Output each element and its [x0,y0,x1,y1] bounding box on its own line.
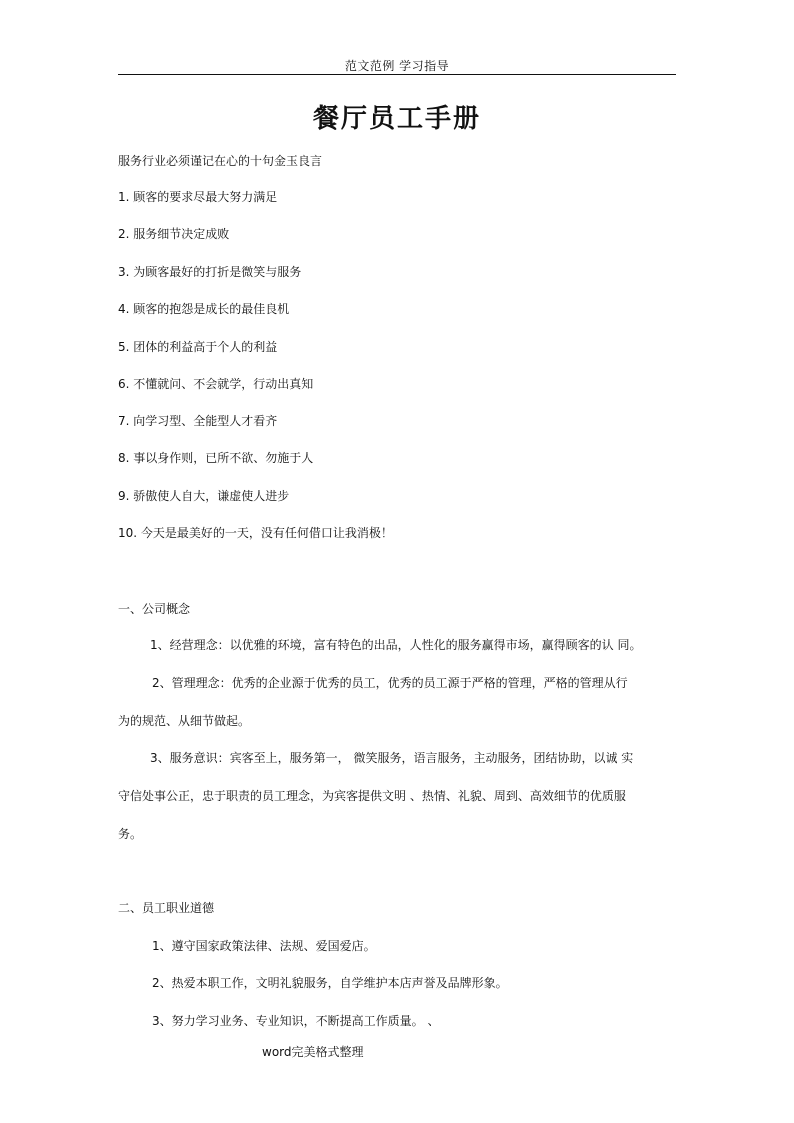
ethics-item: 1、遵守国家政策法律、法规、爱国爱店。 [152,939,376,953]
intro-line: 服务行业必须谨记在心的十句金玉良言 [118,154,323,168]
section-heading-company-concept: 一、公司概念 [118,602,191,616]
header-divider [118,74,676,75]
maxim-item: 1. 顾客的要求尽最大努力满足 [118,190,278,204]
paragraph-service-awareness: 3、服务意识：宾客至上，服务第一， 微笑服务，语言服务，主动服务，团结协助，以诚 实 [150,751,634,765]
ethics-item: 2、热爱本职工作，文明礼貌服务，自学维护本店声誉及品牌形象。 [152,976,508,990]
paragraph-business-philosophy: 1、经营理念：以优雅的环境，富有特色的出品，人性化的服务赢得市场，赢得顾客的认 同。 [150,638,642,652]
maxim-item: 2. 服务细节决定成败 [118,227,230,241]
page-header: 范文范例 学习指导 [344,59,450,73]
document-title: 餐厅员工手册 [312,104,481,134]
paragraph-management-philosophy-cont: 为的规范、从细节做起。 [118,714,251,728]
maxim-item: 3. 为顾客最好的打折是微笑与服务 [118,265,302,279]
ethics-item: 3、努力学习业务、专业知识，不断提高工作质量。 、 [152,1014,440,1028]
paragraph-management-philosophy: 2、管理理念：优秀的企业源于优秀的员工，优秀的员工源于严格的管理，严格的管理从行 [152,676,628,690]
maxim-item: 6. 不懂就问、不会就学，行动出真知 [118,377,314,391]
maxim-item: 4. 顾客的抱怨是成长的最佳良机 [118,302,290,316]
maxim-item: 7. 向学习型、全能型人才看齐 [118,414,278,428]
maxim-item: 5. 团体的利益高于个人的利益 [118,340,278,354]
maxim-item: 9. 骄傲使人自大，谦虚使人进步 [118,489,290,503]
section-heading-professional-ethics: 二、员工职业道德 [118,901,215,915]
maxim-item: 10. 今天是最美好的一天，没有任何借口让我消极！ [118,526,393,540]
paragraph-service-awareness-end: 务。 [118,827,143,841]
paragraph-service-awareness-cont: 守信处事公正，忠于职责的员工理念，为宾客提供文明 、热情、礼貌、周到、高效细节的优质服 [118,789,626,803]
page-footer: word完美格式整理 [262,1045,364,1059]
maxim-item: 8. 事以身作则，已所不欲、勿施于人 [118,451,314,465]
